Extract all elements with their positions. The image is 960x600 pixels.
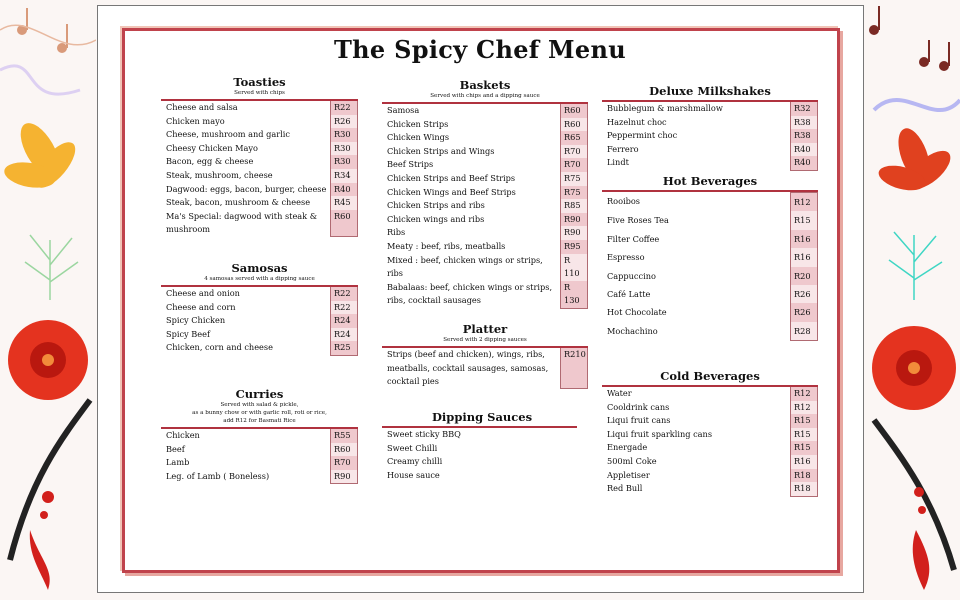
menu-item-price: R12 <box>790 401 818 415</box>
cold-beverages-section <box>602 369 818 497</box>
section-subtitle: 4 samosas served with a dipping sauce <box>204 276 315 282</box>
menu-item-row <box>382 145 588 159</box>
section-subtitle: Served with salad & pickle, <box>220 402 299 408</box>
menu-item-row <box>161 210 358 237</box>
menu-item-price: R12 <box>790 192 818 211</box>
menu-item-row <box>382 186 588 200</box>
menu-item-name: Energade <box>607 442 648 453</box>
menu-item-row <box>382 172 588 186</box>
menu-item-price: R90 <box>330 470 358 485</box>
section-subtitle: as a bunny chow or with garlic roll, roti or rice, <box>192 410 327 416</box>
menu-item-price: R24 <box>330 314 358 328</box>
menu-item-row <box>602 129 818 143</box>
menu-item-name: Chicken Strips and ribs <box>387 200 485 211</box>
menu-item-row <box>382 118 588 132</box>
menu-item-row <box>161 196 358 210</box>
menu-item-name: Café Latte <box>607 289 651 300</box>
menu-item-price: R65 <box>560 131 588 145</box>
curries-section <box>161 387 358 484</box>
menu-item-name: Hot Chocolate <box>607 307 667 318</box>
menu-item-row <box>602 455 818 469</box>
menu-item-row <box>602 469 818 483</box>
menu-item-row <box>161 470 358 485</box>
menu-item-name: Mixed : beef, chicken wings or strips, ribs <box>387 254 543 279</box>
menu-item-name: Cheese and corn <box>166 301 236 312</box>
price-table <box>382 346 588 389</box>
menu-item-name: Cheese and salsa <box>166 102 238 112</box>
menu-item-name: Espresso <box>607 252 645 263</box>
menu-item-name: Dagwood: eggs, bacon, burger, cheese <box>166 183 327 194</box>
menu-item-row <box>161 456 358 470</box>
menu-item-price: R32 <box>790 102 818 116</box>
menu-item-row <box>161 429 358 443</box>
menu-item-name: Leg. of Lamb ( Boneless) <box>166 470 270 481</box>
menu-item-row <box>382 240 588 254</box>
menu-item-name: Cheesy Chicken Mayo <box>166 142 258 153</box>
floral-decoration-right <box>864 0 960 600</box>
menu-item-price: R55 <box>330 429 358 443</box>
menu-item-name: Steak, bacon, mushroom & cheese <box>166 197 311 208</box>
menu-item-price: R26 <box>790 285 818 303</box>
menu-item-name: Water <box>607 388 632 398</box>
menu-item-price: R12 <box>790 387 818 401</box>
menu-item-row <box>602 303 818 321</box>
section-title: Cold Beverages <box>660 369 760 383</box>
menu-item-price: R40 <box>790 143 818 157</box>
price-table <box>161 427 358 484</box>
menu-item-row <box>161 155 358 169</box>
price-table <box>602 190 818 341</box>
menu-item-price: R34 <box>330 169 358 183</box>
menu-item-row <box>382 199 588 213</box>
menu-item-name: Peppermint choc <box>607 130 678 141</box>
section-title: Samosas <box>231 261 288 275</box>
menu-item-price: R18 <box>790 469 818 483</box>
menu-item-price: R16 <box>790 248 818 266</box>
menu-item-name: 500ml Coke <box>607 455 657 466</box>
menu-item-row <box>602 387 818 401</box>
menu-item-price: R90 <box>560 226 588 240</box>
menu-item-row <box>161 101 358 115</box>
milkshakes-section <box>602 84 818 171</box>
menu-item-row <box>382 281 588 309</box>
menu-item-name: Ribs <box>387 227 406 238</box>
menu-item-price: R26 <box>790 303 818 321</box>
menu-item-name: Chicken Strips and Wings <box>387 145 495 156</box>
section-subtitle: add R12 for Basmati Rice <box>223 418 296 424</box>
hot-beverages-section <box>602 174 818 341</box>
menu-item-name: Appletiser <box>607 469 650 480</box>
sauce-item: Sweet sticky BBQ <box>387 429 461 439</box>
menu-item-row <box>602 267 818 285</box>
menu-item-price: R24 <box>330 328 358 342</box>
menu-item-name: Meaty : beef, ribs, meatballs <box>387 240 506 251</box>
menu-item-name: Chicken Wings and Beef Strips <box>387 186 516 197</box>
menu-item-price: R 110 <box>560 254 588 281</box>
menu-item-price: R15 <box>790 414 818 428</box>
menu-item-name: Beef Strips <box>387 159 434 170</box>
menu-item-price: R25 <box>330 341 358 356</box>
section-title: Hot Beverages <box>662 174 758 188</box>
menu-item-price: R15 <box>790 441 818 455</box>
menu-item-name: Cooldrink cans <box>607 401 670 412</box>
menu-item-name: Chicken Strips <box>387 118 449 129</box>
menu-item-price: R70 <box>330 456 358 470</box>
menu-item-name: Lindt <box>607 157 629 168</box>
section-title: Platter <box>462 322 508 336</box>
section-subtitle: Served with chips <box>234 90 285 96</box>
menu-item-price: R16 <box>790 230 818 248</box>
menu-item-name: Cappuccino <box>607 270 656 281</box>
tree-icon <box>889 232 942 300</box>
sauce-item: House sauce <box>387 469 440 480</box>
feather-icon <box>10 400 90 590</box>
menu-item-row <box>602 441 818 455</box>
menu-item-name: Spicy Beef <box>166 328 211 339</box>
menu-item-row <box>602 401 818 415</box>
menu-item-price: R90 <box>560 213 588 227</box>
menu-item-price: R75 <box>560 172 588 186</box>
baskets-section <box>382 78 588 309</box>
menu-item-row <box>602 428 818 442</box>
menu-item-price: R45 <box>330 196 358 210</box>
menu-item-price: R30 <box>330 142 358 156</box>
toasties-section <box>161 75 358 237</box>
menu-item-row <box>382 104 588 118</box>
menu-item-name: Beef <box>166 443 185 454</box>
menu-item-row <box>602 143 818 157</box>
section-title: Deluxe Milkshakes <box>649 84 771 98</box>
menu-item-row <box>382 213 588 227</box>
menu-item-row <box>382 158 588 172</box>
floral-decoration-left <box>0 0 96 600</box>
menu-item-row <box>382 131 588 145</box>
menu-item-name: Chicken Strips and Beef Strips <box>387 172 516 183</box>
menu-item-name: Bacon, egg & cheese <box>166 156 254 167</box>
menu-item-price: R30 <box>330 128 358 142</box>
menu-item-price: R70 <box>560 158 588 172</box>
menu-item-row <box>161 341 358 356</box>
menu-item-price: R210 <box>560 348 588 389</box>
lily-flower-icon <box>876 124 957 196</box>
menu-item-row <box>382 226 588 240</box>
menu-item-name: Liqui fruit sparkling cans <box>607 428 713 439</box>
menu-item-name: Mochachino <box>607 325 658 336</box>
menu-item-price: R15 <box>790 428 818 442</box>
menu-item-name: Chicken wings and ribs <box>387 213 485 224</box>
dipping-sauces-section <box>382 410 582 482</box>
menu-item-price: R38 <box>790 129 818 143</box>
red-flower-icon <box>872 326 956 410</box>
menu-item-name: Chicken <box>166 430 200 440</box>
lily-flower-icon <box>2 117 82 194</box>
menu-item-name: Lamb <box>166 457 190 468</box>
menu-item-name: Bubblegum & marshmallow <box>607 103 723 113</box>
menu-item-price: R60 <box>560 104 588 118</box>
menu-item-price: R95 <box>560 240 588 254</box>
sauce-list <box>382 426 577 482</box>
menu-item-price: R28 <box>790 322 818 341</box>
menu-item-name: Strips (beef and chicken), wings, ribs, meatballs, cocktail sausages, samosas, cocktail pies <box>387 349 549 387</box>
menu-item-price: R70 <box>560 145 588 159</box>
menu-item-row <box>161 328 358 342</box>
menu-item-row <box>602 211 818 229</box>
menu-item-price: R75 <box>560 186 588 200</box>
price-table <box>161 285 358 356</box>
menu-item-row <box>161 169 358 183</box>
price-table <box>602 100 818 171</box>
menu-item-price: R30 <box>330 155 358 169</box>
menu-item-row <box>382 348 588 389</box>
menu-item-row <box>602 230 818 248</box>
section-subtitle: Served with chips and a dipping sauce <box>430 93 540 99</box>
section-title: Toasties <box>233 75 286 89</box>
price-table <box>382 102 588 309</box>
platter-section <box>382 322 588 389</box>
menu-item-name: Liqui fruit cans <box>607 415 671 426</box>
price-table <box>161 99 358 237</box>
menu-item-name: Samosa <box>387 105 420 115</box>
menu-item-row <box>161 128 358 142</box>
menu-item-row <box>602 192 818 211</box>
menu-item-name: Chicken Wings <box>387 132 450 143</box>
menu-item-row <box>602 248 818 266</box>
menu-item-price: R38 <box>790 116 818 130</box>
menu-item-price: R15 <box>790 211 818 229</box>
menu-item-price: R60 <box>330 210 358 237</box>
menu-item-row <box>602 482 818 497</box>
menu-item-name: Filter Coffee <box>607 233 660 244</box>
menu-item-row <box>602 102 818 116</box>
samosas-section <box>161 261 358 356</box>
menu-item-price: R26 <box>330 115 358 129</box>
menu-item-price: R22 <box>330 301 358 315</box>
menu-item-name: Cheese, mushroom and garlic <box>166 129 290 140</box>
menu-item-row <box>382 254 588 281</box>
menu-item-name: Chicken, corn and cheese <box>166 342 273 353</box>
menu-item-name: Steak, mushroom, cheese <box>166 169 273 180</box>
menu-item-row <box>161 314 358 328</box>
menu-item-price: R 130 <box>560 281 588 309</box>
sauce-item: Creamy chilli <box>387 456 443 467</box>
menu-item-name: Chicken mayo <box>166 115 225 126</box>
section-title: Curries <box>235 387 284 401</box>
menu-item-price: R22 <box>330 101 358 115</box>
section-title: Dipping Sauces <box>431 410 533 424</box>
menu-item-row <box>602 322 818 341</box>
menu-item-price: R18 <box>790 482 818 497</box>
menu-item-price: R60 <box>330 443 358 457</box>
menu-item-price: R40 <box>330 183 358 197</box>
sauce-item: Sweet Chilli <box>387 442 438 453</box>
menu-item-price: R85 <box>560 199 588 213</box>
section-title: Baskets <box>459 78 511 92</box>
feather-icon <box>874 420 954 590</box>
menu-item-name: Five Roses Tea <box>607 215 669 226</box>
menu-item-row <box>602 414 818 428</box>
menu-item-name: Cheese and onion <box>166 288 240 298</box>
menu-item-row <box>602 285 818 303</box>
menu-item-row <box>161 115 358 129</box>
menu-item-name: Red Bull <box>607 483 643 494</box>
menu-item-name: Ferrero <box>607 143 639 154</box>
menu-item-name: Ma's Special: dagwood with steak & mushroom <box>166 210 318 235</box>
menu-item-row <box>602 116 818 130</box>
tree-icon <box>25 235 78 300</box>
section-subtitle: Served with 2 dipping sauces <box>443 337 527 343</box>
menu-item-name: Spicy Chicken <box>166 315 226 326</box>
menu-item-row <box>161 287 358 301</box>
menu-item-name: Rooibos <box>607 196 641 206</box>
menu-item-row <box>161 443 358 457</box>
menu-item-price: R22 <box>330 287 358 301</box>
menu-item-row <box>161 183 358 197</box>
menu-item-name: Babalaas: beef, chicken wings or strips, ribs, cocktail sausages <box>387 281 553 306</box>
menu-item-price: R20 <box>790 267 818 285</box>
menu-item-row <box>602 156 818 171</box>
menu-item-name: Hazelnut choc <box>607 116 667 127</box>
menu-item-price: R16 <box>790 455 818 469</box>
menu-item-price: R60 <box>560 118 588 132</box>
red-flower-icon <box>8 320 88 400</box>
price-table <box>602 385 818 497</box>
menu-item-row <box>161 301 358 315</box>
page-title: The Spicy Chef Menu <box>333 35 626 64</box>
menu-item-price: R40 <box>790 156 818 171</box>
menu-item-row <box>161 142 358 156</box>
